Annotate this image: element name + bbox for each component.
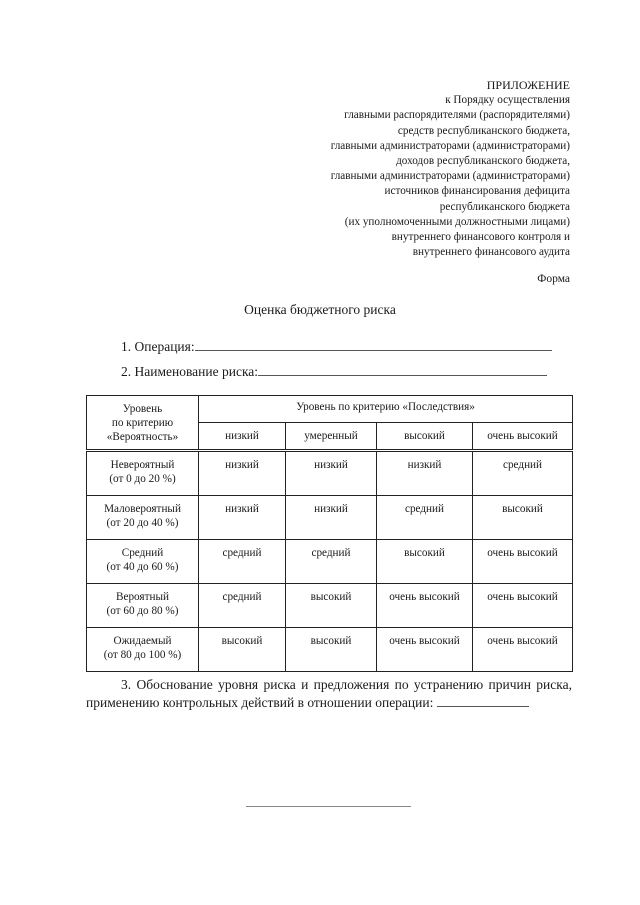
risk-value-cell: высокий [286, 584, 377, 628]
risk-value-cell: низкий [199, 451, 286, 496]
operation-blank-line[interactable] [195, 338, 552, 351]
appendix-line: главными распорядителями (распорядителями) [344, 109, 570, 122]
risk-value-cell: высокий [199, 628, 286, 672]
risk-value-cell: средний [473, 451, 573, 496]
risk-name-field [121, 363, 547, 380]
risk-value-cell: высокий [377, 540, 473, 584]
probability-level: Средний [121, 547, 164, 559]
table-row [87, 628, 573, 672]
risk-value-cell: средний [286, 540, 377, 584]
probability-label-cell [87, 584, 199, 628]
risk-value-cell: низкий [377, 451, 473, 496]
risk-value-cell: очень высокий [473, 628, 573, 672]
appendix-line: доходов республиканского бюджета, [396, 155, 570, 168]
table-row [87, 496, 573, 540]
table-row [87, 451, 573, 496]
risk-value-cell: очень высокий [473, 540, 573, 584]
appendix-line: к Порядку осуществления [445, 94, 570, 107]
risk-value-cell: низкий [199, 496, 286, 540]
risk-value-cell: высокий [286, 628, 377, 672]
appendix-line: (их уполномоченными должностными лицами) [344, 215, 570, 228]
consequence-level-cell: высокий [377, 423, 473, 451]
probability-range: (от 60 до 80 %) [106, 605, 179, 617]
consequence-level-cell: низкий [199, 423, 286, 451]
risk-value-cell: очень высокий [473, 584, 573, 628]
probability-header-line: Уровень [122, 402, 163, 415]
table-row [87, 540, 573, 584]
operation-field [121, 338, 552, 355]
consequence-header-cell: Уровень по критерию «Последствия» [199, 396, 573, 423]
appendix-block [331, 78, 570, 260]
appendix-line: средств республиканского бюджета, [397, 124, 570, 137]
risk-value-cell: очень высокий [377, 628, 473, 672]
risk-value-cell: очень высокий [377, 584, 473, 628]
probability-range: (от 0 до 20 %) [109, 473, 176, 485]
probability-range: (от 40 до 60 %) [106, 561, 179, 573]
bottom-separator-line [246, 806, 411, 807]
table-row [87, 584, 573, 628]
risk-value-cell: средний [377, 496, 473, 540]
appendix-line: главными администраторами (администраторами) [330, 170, 570, 183]
table-header-row [87, 396, 573, 423]
probability-label-cell [87, 628, 199, 672]
probability-level: Ожидаемый [113, 635, 172, 647]
risk-value-cell: средний [199, 540, 286, 584]
appendix-line: внутреннего финансового контроля и [391, 231, 570, 244]
probability-label-cell [87, 496, 199, 540]
probability-range: (от 80 до 100 %) [103, 649, 182, 661]
appendix-title: ПРИЛОЖЕНИЕ [486, 78, 570, 92]
operation-label: 1. Операция: [121, 339, 195, 354]
appendix-line: республиканского бюджета [439, 200, 570, 213]
probability-level: Невероятный [110, 459, 175, 471]
appendix-line: внутреннего финансового аудита [412, 246, 570, 259]
risk-value-cell: низкий [286, 451, 377, 496]
consequence-level-cell: умеренный [286, 423, 377, 451]
consequence-level-cell: очень высокий [473, 423, 573, 451]
appendix-line: источников финансирования дефицита [384, 185, 570, 198]
probability-header-line: «Вероятность» [106, 430, 179, 443]
document-title: Оценка бюджетного риска [244, 302, 396, 317]
risk-value-cell: средний [199, 584, 286, 628]
form-label: Форма [537, 273, 570, 285]
risk-name-label: 2. Наименование риска: [121, 364, 259, 379]
probability-level: Маловероятный [104, 503, 181, 515]
risk-matrix-table [86, 395, 573, 672]
justification-text: 3. Обоснование уровня риска и предложения по устранению причин риска, применению контрольных действий в отношении операции: [86, 677, 572, 710]
probability-range: (от 20 до 40 %) [106, 517, 179, 529]
probability-level: Вероятный [116, 591, 169, 603]
risk-value-cell: низкий [286, 496, 377, 540]
appendix-line: главными администраторами (администраторами) [330, 139, 570, 152]
probability-label-cell [87, 451, 199, 496]
risk-name-blank-line[interactable] [258, 363, 547, 376]
probability-header-line: по критерию [111, 416, 174, 429]
justification-paragraph [86, 676, 572, 712]
risk-value-cell: высокий [473, 496, 573, 540]
probability-header-cell [87, 396, 199, 451]
probability-label-cell [87, 540, 199, 584]
justification-blank-line[interactable] [437, 694, 529, 707]
